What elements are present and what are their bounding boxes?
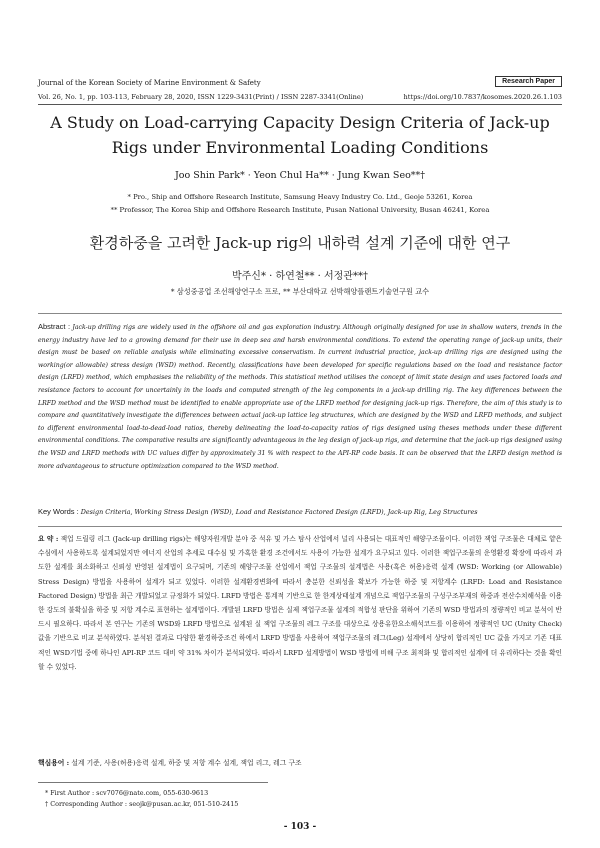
abstract-divider — [38, 313, 562, 314]
korean-keywords-text: 설계 기준, 사용(허용)응력 설계, 하중 및 저항 계수 설계, 잭업 리그, 레그 구조 — [71, 759, 302, 767]
footnote-corresponding-author: † Corresponding Author : seojk@pusan.ac.kr, 051-510-2415 — [45, 800, 239, 808]
abstract-label: Abstract : — [38, 322, 71, 331]
keywords-text: Design Criteria, Working Stress Design (WSD), Load and Resistance Factored Design (LRFD), Jack-up Rig, Leg Structures — [80, 508, 478, 516]
footnote-first-author: * First Author : scv7076@nate.com, 055-630-9613 — [45, 789, 209, 797]
authors-ko: 박주신* · 하연철** · 서정관**† — [231, 271, 368, 282]
footnote-divider — [38, 782, 268, 783]
keywords-block — [38, 507, 562, 516]
korean-keywords-block — [38, 757, 562, 767]
header-divider — [38, 104, 562, 105]
affiliation-en-2: ** Professor, The Korea Ship and Offshore Research Institute, Pusan National University, Busan 46241, Korea — [110, 206, 490, 214]
page-number: - 103 - — [283, 822, 317, 832]
korean-summary-label: 요 약 : — [38, 535, 59, 543]
doi-link[interactable]: https://doi.org/10.7837/kosomes.2020.26.1.103 — [403, 93, 562, 101]
abstract-block — [38, 321, 562, 473]
korean-summary-text: 잭업 드릴링 리그 (Jack-up drilling rigs)는 해양자원개발 분야 중 석유 및 가스 탐사 산업에서 널리 사용되는 대표적인 해양구조물이다. 이러한 잭업 구조물은 대체로 얕은 수심에서 사용하도록 설계되었지만 에너지 산업의 추세로 대수심 및 가혹한 환경 조건에서도 사용이 가능한 설계가 요구되고 있다. 이러한 잭업구조물의 운영환경 확장에 따라서 과도한 설계를 최소화하고 신뢰성 반영된 설계법이 요구되며, 기존의 해양구조물 산업에서 잭업 구조물의 설계법은 사용(혹은 허용)응력 설계 (WSD: Working (or Allowable) Stress Design) 방법을 사용하여 설계가 되고 있었다. 이러한 설계환경변화에 따라서 충분한 신뢰성을 확보가 가능한 하중 및 저항계수 (LRFD: Load and Resistance Factored Design) 방법을 최근 개발되었고 규정화가 되었다. LRFD 방법은 통계적 기반으로 한 한계상태설계 개념으로 잭업구조물의 구성구조부재의 하중과 전산수치해석을 이용한 강도의 불확실을 하중 및 저항 계수로 표현하는 설계법이다. 개발된 LRFD 방법은 실제 잭업구조물 설계의 적합성 판단을 위하여 기존의 WSD 방법과의 정량적인 비교 분석이 반드시 필요하다. 따라서 본 연구는 기존의 WSD와 LRFD 방법으로 설계된 실 잭업 구조물의 레그 구조를 대상으로 상용유한요소해석코드를 이용하여 정량적인 UC (Unity Check) 값을 기반으로 비교 분석하였다. 분석된 결과로 다양한 환경하중조건 하에서 LRFD 방법을 사용하여 잭업구조물의 레그(Leg) 설계에서 상당히 합리적인 UC 값을 가지고 기존 대표적인 WSD기법 중에 하나인 API-RP 코드 대비 약 31% 차이가 분석되었다. 따라서 LRFD 설계방법이 WSD 방법에 비해 구조 최적화 및 합리적인 설계에 더 유리하다는 것을 확인할 수 있었다. — [38, 535, 562, 671]
affiliation-ko: * 삼성중공업 조선해양연구소 프로, ** 부산대학교 선박해양플랜트기술연구원 교수 — [170, 287, 430, 296]
affiliation-en-1: * Pro., Ship and Offshore Research Institute, Samsung Heavy Industry Co. Ltd., Geoje 53261, Korea — [127, 193, 473, 201]
paper-title-en: A Study on Load-carrying Capacity Design Criteria of Jack-up Rigs under Environmental Loading Conditions — [50, 113, 550, 157]
authors-en: Joo Shin Park* · Yeon Chul Ha** · Jung Kwan Seo**† — [174, 170, 426, 181]
keywords-label: Key Words : — [38, 507, 79, 516]
paper-type-badge: Research Paper — [495, 76, 562, 87]
korean-summary-block — [38, 532, 562, 674]
abstract-text: Jack-up drilling rigs are widely used in the offshore oil and gas exploration industry. Although originally designed for use in shallow waters, trends in the energy industry have led to a growing demand for their use in deep sea and harsh environmental conditions. To extend the operating range of jack-up units, their design must be based on reliable analysis while eliminating excessive conservatism. In current industrial practice, jack-up drilling rigs are designed using the working(or allowable) stress design (WSD) method. Recently, classifications have been developed for specific regulations based on the load and resistance factor design (LRFD) method, which emphasises the reliability of the methods. This statistical method utilises the concept of limit state design and uses factored loads and resistance factors to account for uncertainly in the loads and computed strength of the leg components in a jack-up drilling rig. The key differences between the LRFD method and the WSD method must be identified to enable appropriate use of the LRFD method for designing jack-up rigs. Therefore, the aim of this study is to compare and quantitatively investigate the differences between actual jack-up lattice leg structures, which are designed by the WSD and LRFD methods, and subject to different environmental load-to-dead-load ratios, thereby delineating the load-to-capacity ratios of rigs designed using theses methods under these different environmental conditions. The comparative results are significantly advantageous in the leg design of jack-up rigs, and determine that the jack-up rigs designed using the WSD and LRFD methods with UC values differ by approximately 31 % with respect to the API-RP code basis. It can be observed that the LRFD design method is more advantageous to structure optimization compared to the WSD method. — [38, 324, 562, 470]
korean-keywords-label: 핵심용어 : — [38, 759, 70, 767]
volume-info: Vol. 26, No. 1, pp. 103-113, February 28, 2020, ISSN 1229-3431(Print) / ISSN 2287-3341(Online) — [38, 93, 364, 101]
keywords-divider — [38, 526, 562, 527]
paper-title-ko: 환경하중을 고려한 Jack-up rig의 내하력 설계 기준에 대한 연구 — [89, 234, 511, 252]
journal-name: Journal of the Korean Society of Marine Environment & Safety — [38, 79, 261, 87]
